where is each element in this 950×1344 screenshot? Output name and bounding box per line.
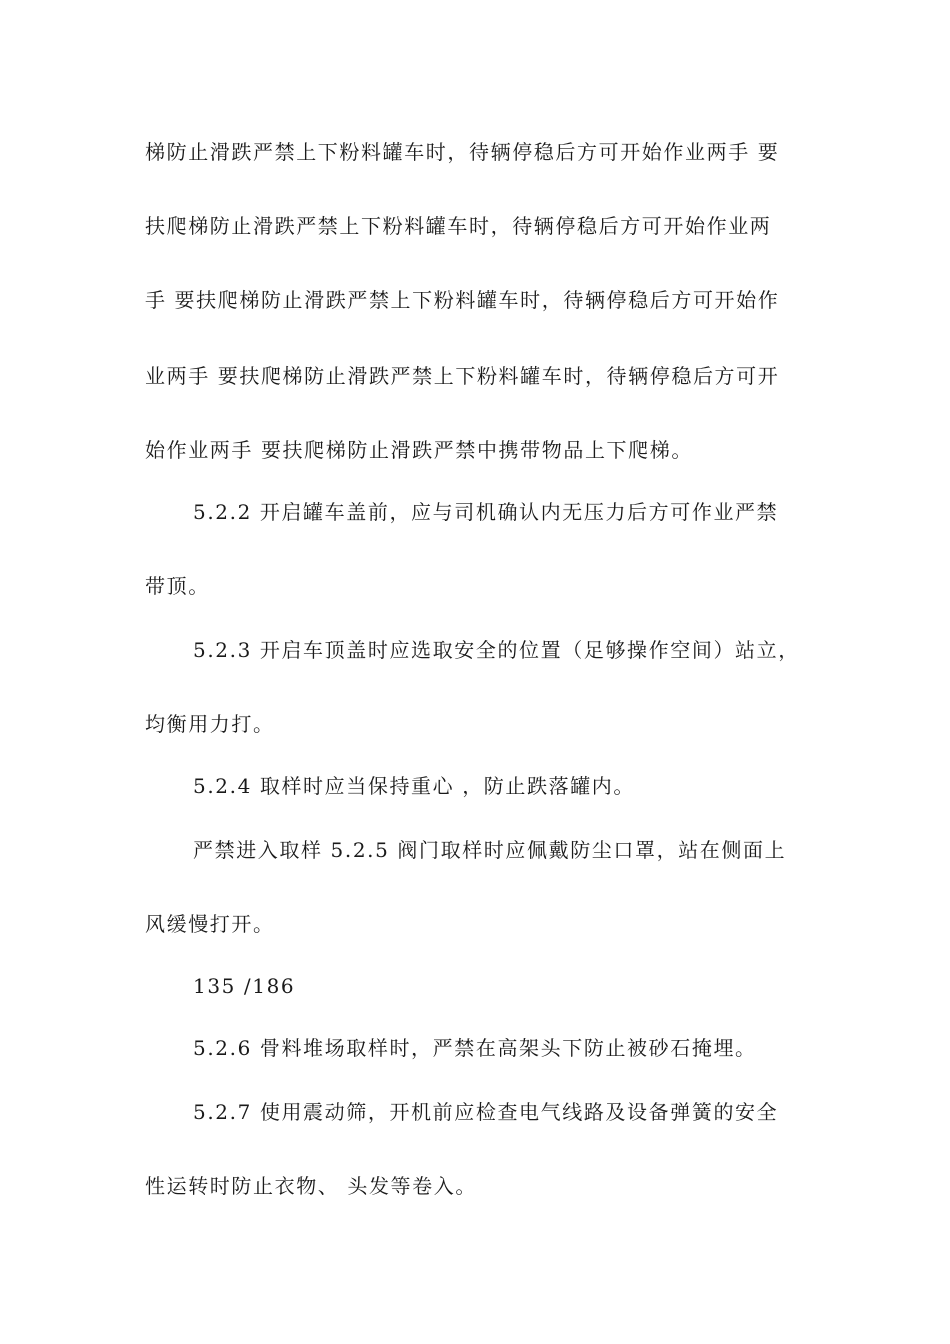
paragraph-line: 始作业两手 要扶爬梯防止滑跌严禁中携带物品上下爬梯。 — [145, 438, 693, 462]
paragraph-line: 均衡用力打。 — [145, 712, 275, 736]
paragraph-line: 带顶。 — [145, 574, 210, 598]
paragraph-line: 性运转时防止衣物、 头发等卷入。 — [145, 1174, 477, 1198]
page-number: 135 /186 — [193, 974, 296, 998]
section-5-2-6-line: 5.2.6 骨料堆场取样时，严禁在高架头下防止被砂石掩埋。 — [193, 1036, 757, 1060]
paragraph-line: 业两手 要扶爬梯防止滑跌严禁上下粉料罐车时，待辆停稳后方可开 — [145, 364, 780, 388]
section-5-2-3-line: 5.2.3 开启车顶盖时应选取安全的位置（足够操作空间）站立， — [193, 638, 800, 662]
section-5-2-5-line: 严禁进入取样 5.2.5 阀门取样时应佩戴防尘口罩，站在侧面上 — [193, 838, 787, 862]
paragraph-line: 手 要扶爬梯防止滑跌严禁上下粉料罐车时，待辆停稳后方可开始作 — [145, 288, 780, 312]
section-5-2-4-line: 5.2.4 取样时应当保持重心 ，防止跌落罐内。 — [193, 774, 636, 798]
section-5-2-7-line: 5.2.7 使用震动筛，开机前应检查电气线路及设备弹簧的安全 — [193, 1100, 779, 1124]
paragraph-line: 扶爬梯防止滑跌严禁上下粉料罐车时，待辆停稳后方可开始作业两 — [145, 214, 772, 238]
paragraph-line: 梯防止滑跌严禁上下粉料罐车时，待辆停稳后方可开始作业两手 要 — [145, 140, 780, 164]
paragraph-line: 风缓慢打开。 — [145, 912, 275, 936]
section-5-2-2-line: 5.2.2 开启罐车盖前，应与司机确认内无压力后方可作业严禁 — [193, 500, 779, 524]
